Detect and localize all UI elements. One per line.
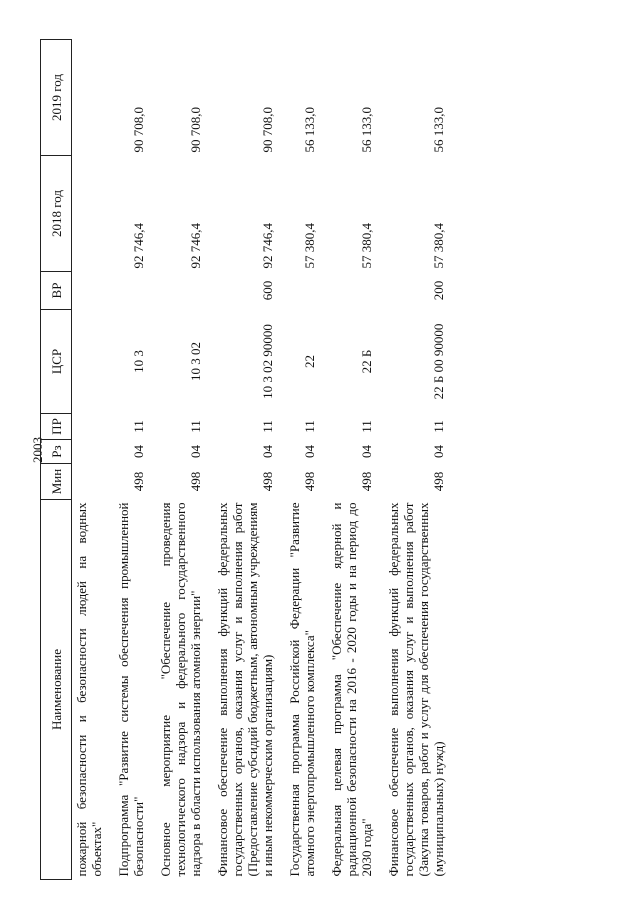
table-row — [114, 40, 156, 880]
table-header-row — [41, 40, 72, 880]
table-row — [156, 40, 213, 880]
row-min: 498 — [359, 471, 374, 492]
row-csr: 22 Б 00 90000 — [431, 323, 446, 400]
row-2018: 92 746,4 — [260, 223, 275, 269]
rotated-table-container — [40, 40, 560, 880]
row-csr: 10 3 02 — [188, 342, 203, 381]
row-min: 498 — [188, 471, 203, 492]
row-2018: 57 380,4 — [302, 223, 317, 269]
row-rz: 04 — [359, 445, 374, 458]
row-name: пожарной безопасности и безопасности людей на водных объектах" — [74, 502, 104, 877]
table-row — [384, 40, 456, 880]
row-rz: 04 — [188, 445, 203, 458]
table-row — [213, 40, 285, 880]
row-2018: 92 746,4 — [131, 223, 146, 269]
row-min: 498 — [131, 471, 146, 492]
row-name: Финансовое обеспечение выполнения функций федеральных государственных органов, оказания услуг и выполнения работ (Закупка товаров, работ и услуг для обеспечения государственных (муниципальных) нужд) — [386, 502, 446, 877]
row-min: 498 — [431, 471, 446, 492]
row-rz: 04 — [431, 445, 446, 458]
header-pr: ПР — [41, 414, 72, 440]
header-name: Наименование — [41, 500, 72, 880]
row-2019: 90 708,0 — [131, 107, 146, 153]
row-2019: 56 133,0 — [302, 107, 317, 153]
table-row — [285, 40, 327, 880]
row-2018: 92 746,4 — [188, 223, 203, 269]
row-vr — [114, 272, 156, 310]
row-rz — [72, 440, 115, 464]
row-pr — [72, 414, 115, 440]
header-2019: 2019 год — [41, 40, 72, 156]
row-2019: 90 708,0 — [260, 107, 275, 153]
row-vr — [72, 272, 115, 310]
row-name: Подпрограмма "Развитие системы обеспечения промышленной безопасности" — [116, 502, 146, 877]
row-2019: 56 133,0 — [431, 107, 446, 153]
row-2018: 57 380,4 — [359, 223, 374, 269]
row-vr — [285, 272, 327, 310]
row-csr: 22 — [302, 355, 317, 368]
table-row — [327, 40, 384, 880]
row-pr: 11 — [359, 420, 374, 433]
row-vr — [327, 272, 384, 310]
page-number: 2003 — [30, 437, 45, 463]
row-pr: 11 — [431, 420, 446, 433]
table-row — [72, 40, 115, 880]
row-rz: 04 — [131, 445, 146, 458]
row-2019: 90 708,0 — [188, 107, 203, 153]
row-2019 — [72, 40, 115, 156]
row-csr: 10 3 — [131, 350, 146, 373]
row-2018 — [72, 156, 115, 272]
row-min: 498 — [302, 471, 317, 492]
row-rz: 04 — [260, 445, 275, 458]
budget-table — [40, 39, 456, 880]
header-rz: Рз — [41, 440, 72, 464]
row-rz: 04 — [302, 445, 317, 458]
header-csr: ЦСР — [41, 310, 72, 414]
row-pr: 11 — [131, 420, 146, 433]
row-pr: 11 — [302, 420, 317, 433]
row-vr: 600 — [260, 280, 275, 301]
row-pr: 11 — [260, 420, 275, 433]
header-2018: 2018 год — [41, 156, 72, 272]
row-name: Федеральная целевая программа "Обеспечение ядерной и радиационной безопасности на 2016 - 2020 годы и на период до 2030 года" — [329, 502, 374, 877]
row-name: Финансовое обеспечение выполнения функций федеральных государственных органов, оказания услуг и выполнения работ (Предоставление субсидий бюджетным, автономным учреждениям и иным некоммерческим организациям) — [215, 502, 275, 877]
row-csr: 22 Б — [359, 349, 374, 374]
row-name: Основное мероприятие "Обеспечение проведения технологического надзора и федерального государственного надзора в области использования атомной энергии" — [158, 502, 203, 877]
header-vr: ВР — [41, 272, 72, 310]
row-vr: 200 — [431, 280, 446, 301]
row-vr — [156, 272, 213, 310]
header-min: Мин — [41, 464, 72, 500]
row-min — [72, 464, 115, 500]
row-2019: 56 133,0 — [359, 107, 374, 153]
row-csr: 10 3 02 90000 — [260, 324, 275, 399]
row-pr: 11 — [188, 420, 203, 433]
row-min: 498 — [260, 471, 275, 492]
row-csr — [72, 310, 115, 414]
row-name: Государственная программа Российской Федерации "Развитие атомного энергопромышленного комплекса" — [287, 502, 317, 877]
row-2018: 57 380,4 — [431, 223, 446, 269]
